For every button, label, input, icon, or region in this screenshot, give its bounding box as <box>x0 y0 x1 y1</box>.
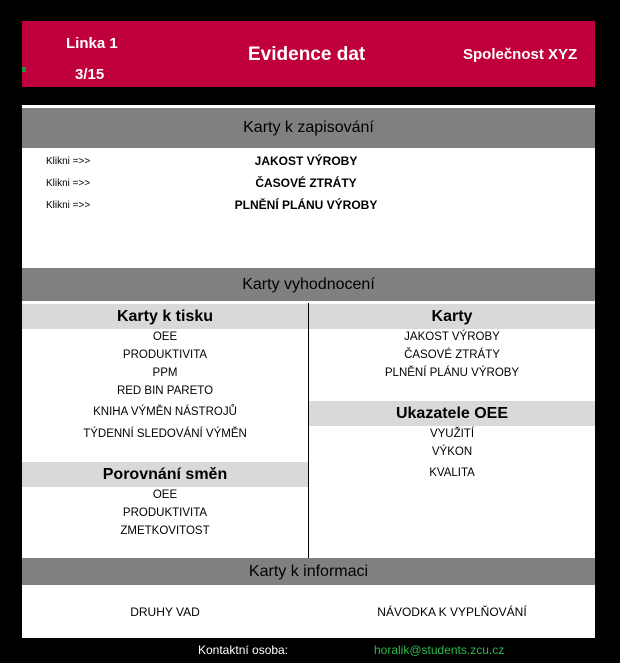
section-header-eval <box>22 268 595 301</box>
contact-label: Kontaktní osoba: <box>198 643 289 657</box>
link-weekly-change-tracking[interactable]: TÝDENNÍ SLEDOVÁNÍ VÝMĚN <box>83 428 247 440</box>
link-shift-scrap[interactable]: ZMETKOVITOST <box>120 525 210 537</box>
link-row-quality[interactable] <box>46 154 566 172</box>
section-title: Karty k zapisování <box>243 119 374 136</box>
header-banner <box>22 21 595 87</box>
link-shift-oee[interactable]: OEE <box>152 489 178 501</box>
subheader-title: Karty k tisku <box>116 307 214 325</box>
link-productivity[interactable]: PRODUKTIVITA <box>122 349 208 361</box>
section-title: Karty k informaci <box>248 562 369 580</box>
subheader-shift-compare <box>22 462 308 487</box>
link-ppm[interactable]: PPM <box>152 367 178 379</box>
card-link-plan[interactable]: PLNĚNÍ PLÁNU VÝROBY <box>234 198 378 212</box>
link-fill-instructions[interactable]: NÁVODKA K VYPLŇOVÁNÍ <box>377 605 527 619</box>
card-link-quality[interactable]: JAKOST VÝROBY <box>254 154 358 168</box>
link-defect-types[interactable]: DRUHY VAD <box>130 605 200 619</box>
cell-marker-icon <box>22 67 26 72</box>
click-prefix: Klikni =>> <box>46 200 91 211</box>
link-performance[interactable]: VÝKON <box>431 446 473 458</box>
company-name: Společnost XYZ <box>463 46 578 63</box>
subheader-title: Porovnání směn <box>102 465 228 483</box>
link-row-plan[interactable] <box>46 198 566 216</box>
subheader-print-cards <box>22 304 308 329</box>
link-row-time-loss[interactable] <box>46 176 566 194</box>
link-quality[interactable]: KVALITA <box>429 467 475 479</box>
section-header-info <box>22 558 595 585</box>
subheader-title: Ukazatele OEE <box>395 404 509 422</box>
click-prefix: Klikni =>> <box>46 178 91 189</box>
link-eval-time-loss[interactable]: ČASOVÉ ZTRÁTY <box>404 349 500 361</box>
link-red-bin-pareto[interactable]: RED BIN PARETO <box>116 385 214 397</box>
line-code: 3/15 <box>75 66 105 83</box>
click-prefix: Klikni =>> <box>46 156 91 167</box>
subheader-cards <box>309 304 595 329</box>
card-link-time-loss[interactable]: ČASOVÉ ZTRÁTY <box>255 176 357 190</box>
link-tool-change-book[interactable]: KNIHA VÝMĚN NÁSTROJŮ <box>93 406 237 418</box>
subheader-title: Karty <box>431 307 473 325</box>
line-name: Linka 1 <box>66 35 118 52</box>
link-shift-productivity[interactable]: PRODUKTIVITA <box>122 507 208 519</box>
subheader-oee <box>309 401 595 426</box>
page-title: Evidence dat <box>248 44 366 65</box>
link-eval-quality[interactable]: JAKOST VÝROBY <box>404 331 500 343</box>
link-utilization[interactable]: VYUŽITÍ <box>429 428 475 440</box>
link-eval-plan[interactable]: PLNĚNÍ PLÁNU VÝROBY <box>384 367 520 379</box>
section-title: Karty vyhodnocení <box>242 275 375 293</box>
section-header-write <box>22 108 595 148</box>
link-oee[interactable]: OEE <box>152 331 178 343</box>
contact-email-link[interactable]: horalik@students.zcu.cz <box>374 643 505 657</box>
